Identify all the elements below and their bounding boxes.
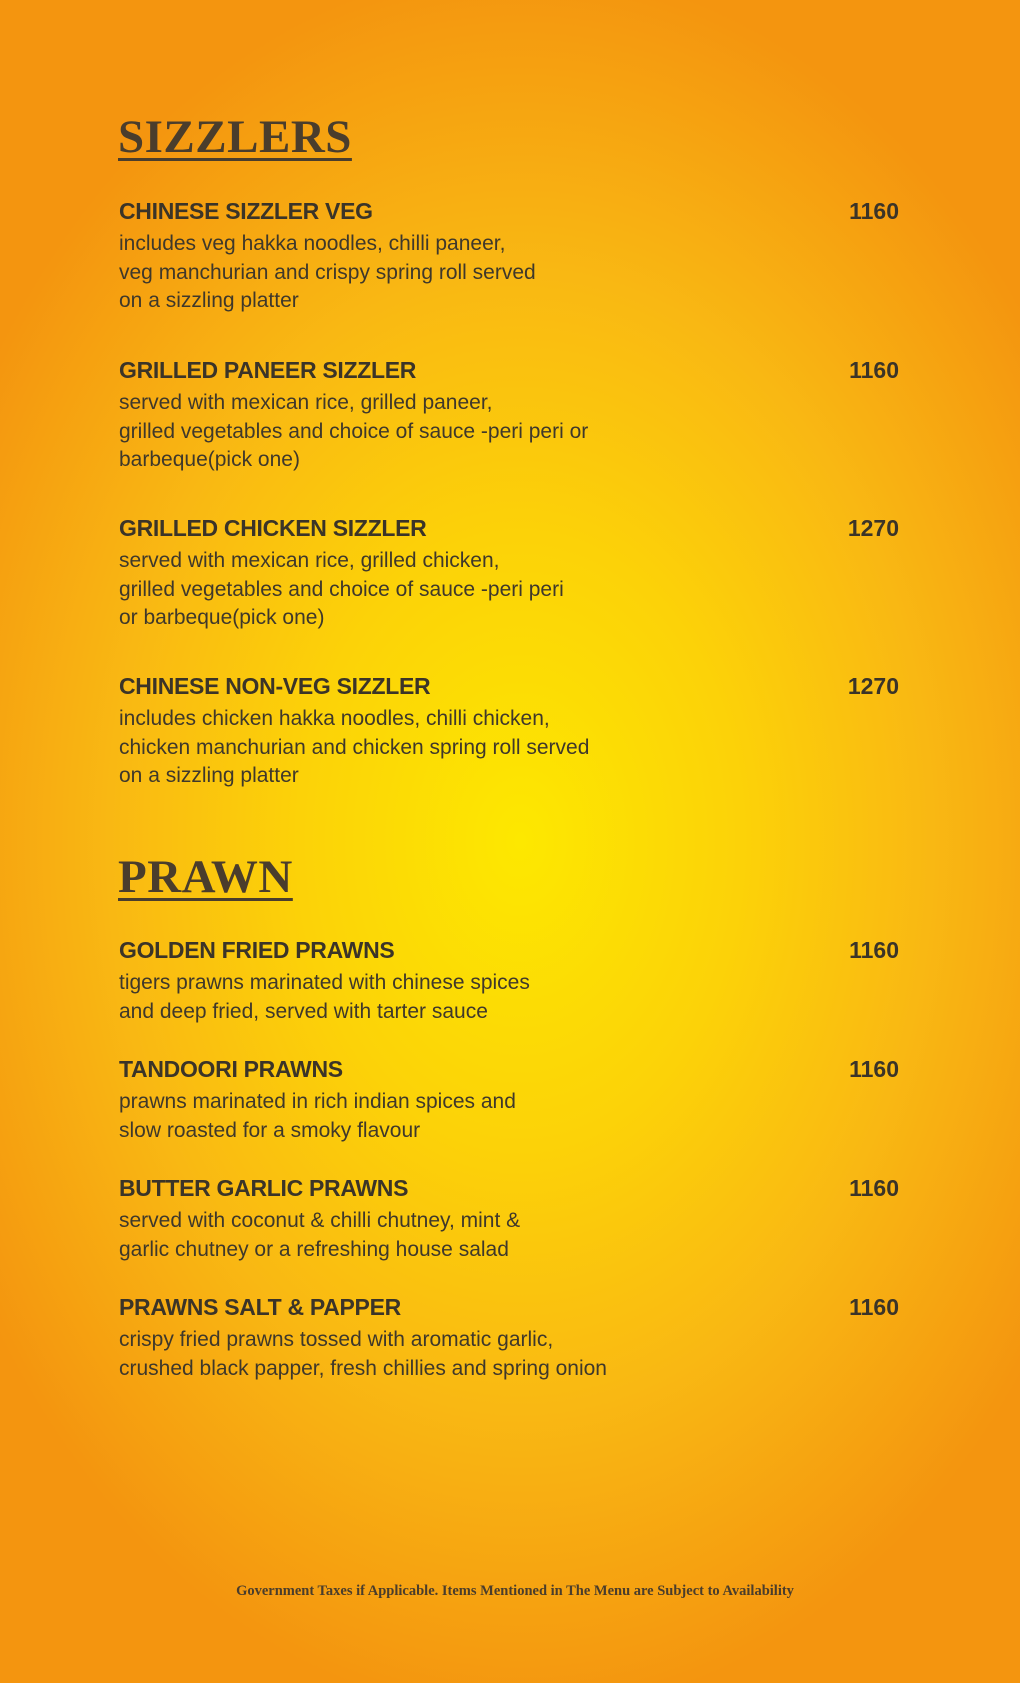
menu-item — [119, 673, 899, 791]
item-description — [119, 547, 679, 633]
description-line: slow roasted for a smoky flavour — [119, 1118, 421, 1142]
item-price: 1160 — [849, 1056, 899, 1082]
item-description — [119, 1326, 679, 1383]
description-line: served with mexican rice, grilled chicken, — [119, 549, 500, 572]
description-line: chicken manchurian and chicken spring roll served — [119, 735, 590, 759]
description-line: and deep fried, served with tarter sauce — [119, 999, 488, 1023]
description-line: on a sizzling platter — [119, 764, 299, 787]
item-price: 1270 — [847, 673, 899, 699]
menu-item — [119, 1294, 899, 1383]
description-line: served with mexican rice, grilled paneer, — [119, 391, 493, 414]
item-name: PRAWNS SALT & PAPPER — [119, 1294, 401, 1320]
item-description — [119, 705, 679, 791]
description-line: tigers prawns marinated with chinese spices — [119, 971, 530, 994]
item-price: 1160 — [849, 1294, 899, 1320]
item-price: 1270 — [847, 515, 899, 541]
description-line: includes veg hakka noodles, chilli paneer, — [119, 232, 506, 255]
menu-item — [119, 937, 899, 1026]
menu-item — [119, 198, 899, 316]
description-line: grilled vegetables and choice of sauce -peri peri — [119, 577, 564, 601]
item-name: GRILLED CHICKEN SIZZLER — [119, 515, 427, 541]
description-line: on a sizzling platter — [119, 289, 299, 312]
item-name: GRILLED PANEER SIZZLER — [119, 357, 417, 383]
item-description — [119, 1207, 679, 1264]
item-name: GOLDEN FRIED PRAWNS — [119, 937, 395, 963]
description-line: served with coconut & chilli chutney, mint & — [119, 1209, 521, 1232]
description-line: prawns marinated in rich indian spices and — [119, 1090, 516, 1113]
section-title-prawn: PRAWN — [118, 851, 293, 903]
item-price: 1160 — [849, 937, 899, 963]
item-name: CHINESE SIZZLER VEG — [119, 198, 373, 224]
description-line: veg manchurian and crispy spring roll served — [119, 260, 536, 284]
menu-item — [119, 357, 899, 475]
menu-item — [119, 1056, 899, 1145]
item-description — [119, 230, 679, 316]
description-line: barbeque(pick one) — [119, 448, 300, 471]
description-line: crispy fried prawns tossed with aromatic garlic, — [119, 1328, 554, 1351]
item-price: 1160 — [849, 357, 899, 383]
item-description — [119, 1088, 679, 1145]
item-name: BUTTER GARLIC PRAWNS — [119, 1175, 409, 1201]
item-description — [119, 389, 679, 475]
item-name: CHINESE NON-VEG SIZZLER — [119, 673, 431, 699]
item-price: 1160 — [849, 1175, 899, 1201]
menu-item — [119, 1175, 899, 1264]
item-price: 1160 — [849, 198, 899, 224]
item-description — [119, 969, 679, 1026]
description-line: crushed black papper, fresh chillies and spring onion — [119, 1356, 607, 1380]
footer-note: Government Taxes if Applicable. Items Mentioned in The Menu are Subject to Availability — [236, 1583, 794, 1599]
description-line: grilled vegetables and choice of sauce -peri peri or — [119, 419, 589, 443]
description-line: or barbeque(pick one) — [119, 606, 325, 629]
description-line: includes chicken hakka noodles, chilli chicken, — [119, 707, 550, 730]
menu-item — [119, 515, 899, 633]
section-title-sizzlers: SIZZLERS — [118, 111, 352, 163]
description-line: garlic chutney or a refreshing house salad — [119, 1237, 509, 1261]
item-name: TANDOORI PRAWNS — [119, 1056, 343, 1082]
